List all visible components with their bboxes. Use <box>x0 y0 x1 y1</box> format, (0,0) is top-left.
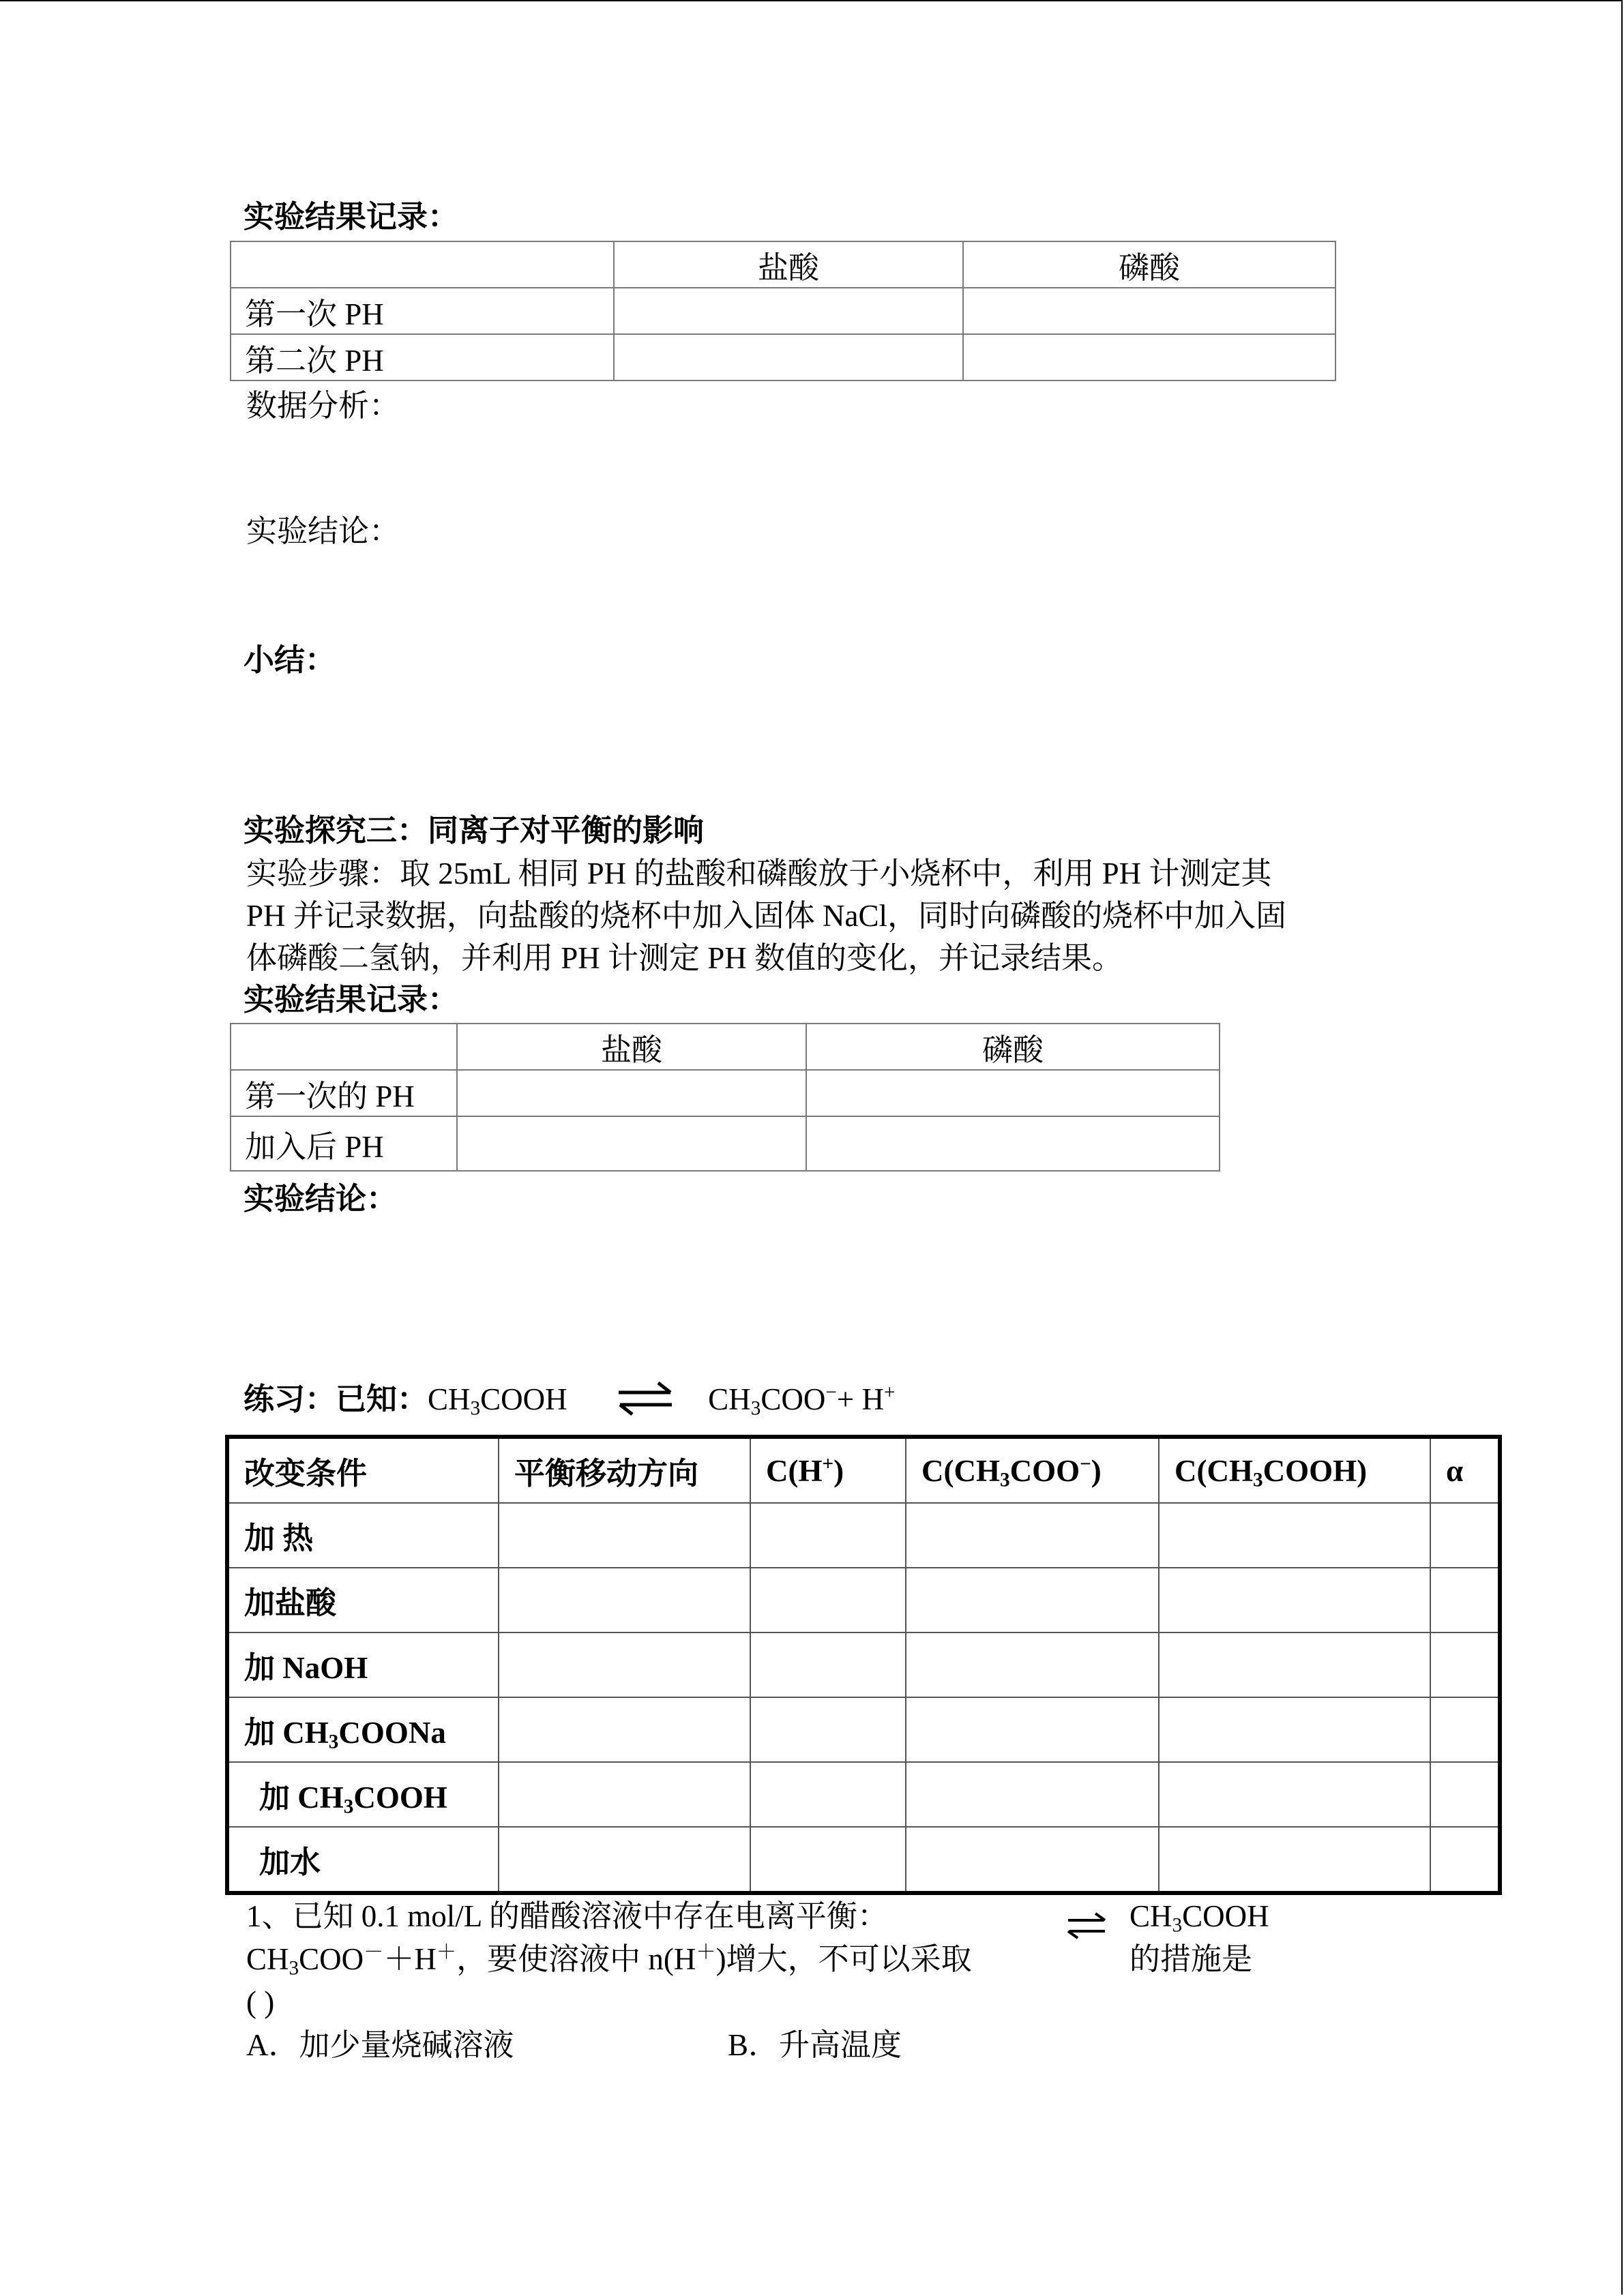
row-condition: 加 $CH_3COONa$ <box>227 1697 499 1762</box>
table-cell[interactable] <box>906 1762 1159 1827</box>
question1-line2-right: 的措施是 <box>1130 1942 1253 1976</box>
table-header-phosphoric: 磷酸 <box>806 1024 1220 1070</box>
summary-label: 小结： <box>243 643 336 677</box>
header-c-h: C(H+) <box>750 1437 906 1503</box>
table-header-hydrochloric: 盐酸 <box>457 1024 806 1070</box>
table-cell <box>231 1024 457 1070</box>
table-cell[interactable] <box>614 334 963 381</box>
table-cell[interactable] <box>614 288 963 334</box>
table-cell[interactable] <box>906 1568 1159 1632</box>
table-row <box>227 1827 1500 1893</box>
exp3-steps <box>246 852 1372 979</box>
equilibrium-arrow-icon <box>1065 1909 1108 1950</box>
option-b[interactable]: B．升高温度 <box>728 2028 902 2062</box>
table-cell[interactable] <box>906 1503 1159 1568</box>
header-shift-direction: 平衡移动方向 <box>499 1437 750 1503</box>
equilibrium-shift-table <box>225 1435 1502 1895</box>
exercise-prefix: 练习：已知： <box>243 1382 428 1417</box>
header-condition: 改变条件 <box>227 1437 499 1503</box>
option-a[interactable]: A．加少量烧碱溶液 <box>246 2028 514 2062</box>
table-row <box>231 1070 1220 1116</box>
table-cell[interactable] <box>499 1503 750 1568</box>
results-table-1 <box>230 241 1336 381</box>
question1-line1: 1、已知 0.1 mol/L 的醋酸溶液中存在电离平衡： <box>246 1899 888 1933</box>
table-header-row <box>227 1437 1500 1503</box>
header-alpha: α <box>1430 1437 1500 1503</box>
table-cell[interactable] <box>963 334 1335 381</box>
table-cell[interactable] <box>1159 1762 1430 1827</box>
exp3-steps-line: PH 并记录数据，向盐酸的烧杯中加入固体 NaCl，同时向磷酸的烧杯中加入固 <box>246 899 1287 933</box>
section-title-results-2: 实验结果记录： <box>243 983 459 1017</box>
table-row <box>231 1116 1220 1171</box>
table-cell[interactable] <box>499 1568 750 1632</box>
table-cell[interactable] <box>963 288 1335 334</box>
table-cell[interactable] <box>499 1697 750 1762</box>
row-label: 第二次 PH <box>231 334 614 381</box>
section-title-results-1: 实验结果记录： <box>243 200 459 234</box>
exp3-steps-line: 实验步骤：取 25mL 相同 PH 的盐酸和磷酸放于小烧杯中，利用 PH 计测定其 <box>246 856 1272 891</box>
row-label: 第一次的 PH <box>231 1070 457 1116</box>
equilibrium-arrow-icon <box>616 1377 675 1428</box>
table-cell[interactable] <box>750 1503 906 1568</box>
table-cell[interactable] <box>1430 1697 1500 1762</box>
row-label: 加入后 PH <box>231 1116 457 1171</box>
table-row <box>231 288 1335 334</box>
table-cell[interactable] <box>1430 1503 1500 1568</box>
table-cell[interactable] <box>1159 1697 1430 1762</box>
table-row <box>227 1762 1500 1827</box>
table-cell[interactable] <box>499 1827 750 1893</box>
equation-left: $CH_3COOH$ <box>428 1382 567 1420</box>
table-cell[interactable] <box>1159 1827 1430 1893</box>
table-cell[interactable] <box>1430 1827 1500 1893</box>
question1-line1-right: $CH_3COOH$ <box>1130 1899 1269 1937</box>
table-cell[interactable] <box>750 1697 906 1762</box>
exercise-equation <box>243 1377 895 1428</box>
question1-answer-blank[interactable]: ( ) <box>246 1985 275 2019</box>
table-cell[interactable] <box>499 1632 750 1697</box>
table-cell[interactable] <box>1159 1632 1430 1697</box>
table-cell[interactable] <box>499 1762 750 1827</box>
table-row <box>231 334 1335 381</box>
conclusion-label-2: 实验结论： <box>243 1182 398 1216</box>
table-cell[interactable] <box>750 1762 906 1827</box>
results-table-2 <box>230 1023 1220 1172</box>
row-condition: 加水 <box>227 1827 499 1893</box>
table-cell[interactable] <box>457 1116 806 1171</box>
table-header-phosphoric: 磷酸 <box>963 241 1335 288</box>
row-condition: 加盐酸 <box>227 1568 499 1632</box>
question1-line2: $CH_3COO^-+H^+$，要使溶液中 n(H＋)增大，不可以采取 <box>246 1941 972 1980</box>
table-cell[interactable] <box>1430 1568 1500 1632</box>
table-header-hydrochloric: 盐酸 <box>614 241 963 288</box>
table-cell[interactable] <box>906 1697 1159 1762</box>
table-cell[interactable] <box>750 1827 906 1893</box>
table-cell <box>231 241 614 288</box>
table-cell[interactable] <box>457 1070 806 1116</box>
table-row <box>227 1697 1500 1762</box>
table-cell[interactable] <box>906 1827 1159 1893</box>
table-cell[interactable] <box>806 1116 1220 1171</box>
table-cell[interactable] <box>1430 1762 1500 1827</box>
table-row <box>227 1568 1500 1632</box>
row-condition: 加 热 <box>227 1503 499 1568</box>
row-label: 第一次 PH <box>231 288 614 334</box>
table-row <box>231 1024 1220 1070</box>
table-cell[interactable] <box>750 1632 906 1697</box>
table-cell[interactable] <box>1159 1503 1430 1568</box>
table-cell[interactable] <box>1430 1632 1500 1697</box>
table-cell[interactable] <box>806 1070 1220 1116</box>
table-cell[interactable] <box>906 1632 1159 1697</box>
table-cell[interactable] <box>1159 1568 1430 1632</box>
data-analysis-label: 数据分析： <box>246 389 400 423</box>
table-row <box>227 1632 1500 1697</box>
row-condition: 加 $CH_3COOH$ <box>227 1762 499 1827</box>
exp3-title: 实验探究三：同离子对平衡的影响 <box>243 814 705 848</box>
equation-right: $CH_3COO^-+ H^+$ <box>708 1382 896 1420</box>
exp3-steps-line: 体磷酸二氢钠，并利用 PH 计测定 PH 数值的变化，并记录结果。 <box>246 941 1123 975</box>
table-row <box>231 241 1335 288</box>
header-c-acetate: $C(CH_3COO^-)$ <box>906 1437 1159 1503</box>
table-row <box>227 1503 1500 1568</box>
header-c-acetic-acid: $C(CH_3COOH)$ <box>1159 1437 1430 1503</box>
conclusion-label-1: 实验结论： <box>246 514 400 548</box>
table-cell[interactable] <box>750 1568 906 1632</box>
row-condition: 加 NaOH <box>227 1632 499 1697</box>
